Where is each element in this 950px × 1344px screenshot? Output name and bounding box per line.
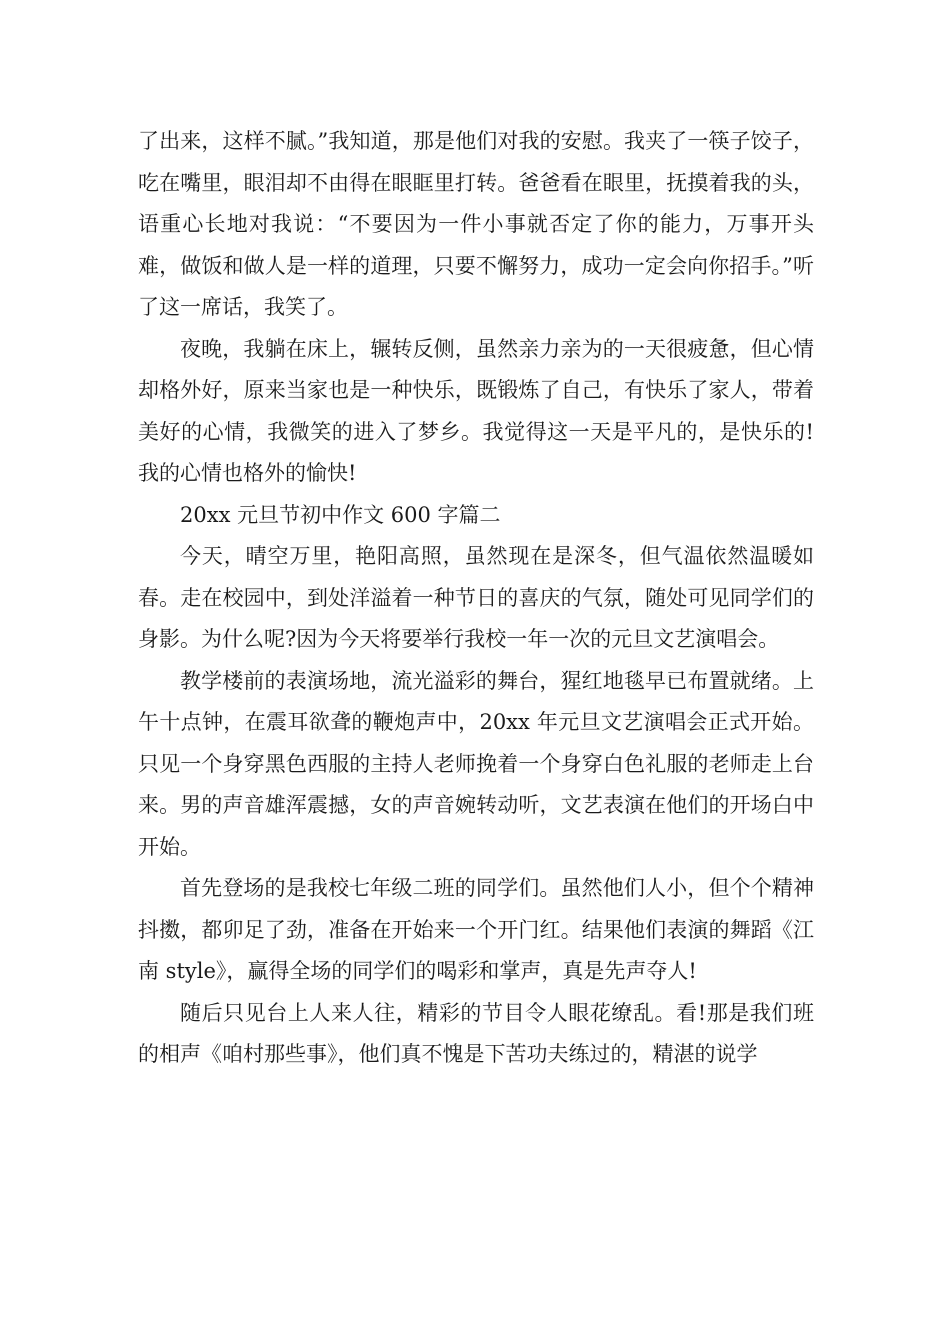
paragraph-2: 夜晚，我躺在床上，辗转反侧，虽然亲力亲为的一天很疲惫，但心情却格外好，原来当家也是一种快乐，既锻炼了自己，有快乐了家人，带着美好的心情，我微笑的进入了梦乡。我觉得这一天是平凡的，是快乐的!我的心情也格外的愉快! (138, 336, 814, 485)
section-heading: 20xx 元旦节初中作文 600 字篇二 (180, 502, 501, 527)
paragraph-6: 随后只见台上人来人往，精彩的节目令人眼花缭乱。看!那是我们班的相声《咱村那些事》，他们真不愧是下苦功夫练过的，精湛的说学 (138, 1000, 814, 1066)
paragraph-1: 了出来，这样不腻。”我知道，那是他们对我的安慰。我夹了一筷子饺子，吃在嘴里，眼泪却不由得在眼眶里打转。爸爸看在眼里，抚摸着我的头，语重心长地对我说：“不要因为一件小事就否定了你的能力，万事开头难，做饭和做人是一样的道理，只要不懈努力，成功一定会向你招手。”听了这一席话，我笑了。 (138, 129, 814, 319)
paragraph-5: 首先登场的是我校七年级二班的同学们。虽然他们人小，但个个精神抖擞，都卯足了劲，准备在开始来一个开门红。结果他们表演的舞蹈《江南 style》，赢得全场的同学们的喝彩和掌声，真是先声夺人! (138, 876, 814, 983)
paragraph-3: 今天，晴空万里，艳阳高照，虽然现在是深冬，但气温依然温暖如春。走在校园中，到处洋溢着一种节日的喜庆的气氛，随处可见同学们的身影。为什么呢?因为今天将要举行我校一年一次的元旦文艺演唱会。 (138, 544, 814, 651)
document-page (138, 121, 814, 1076)
paragraph-4: 教学楼前的表演场地，流光溢彩的舞台，猩红地毯早已布置就绪。上午十点钟，在震耳欲聋的鞭炮声中，20xx 年元旦文艺演唱会正式开始。只见一个身穿黑色西服的主持人老师挽着一个身穿白色礼服的老师走上台来。男的声音雄浑震撼，女的声音婉转动听，文艺表演在他们的开场白中开始。 (138, 668, 814, 859)
